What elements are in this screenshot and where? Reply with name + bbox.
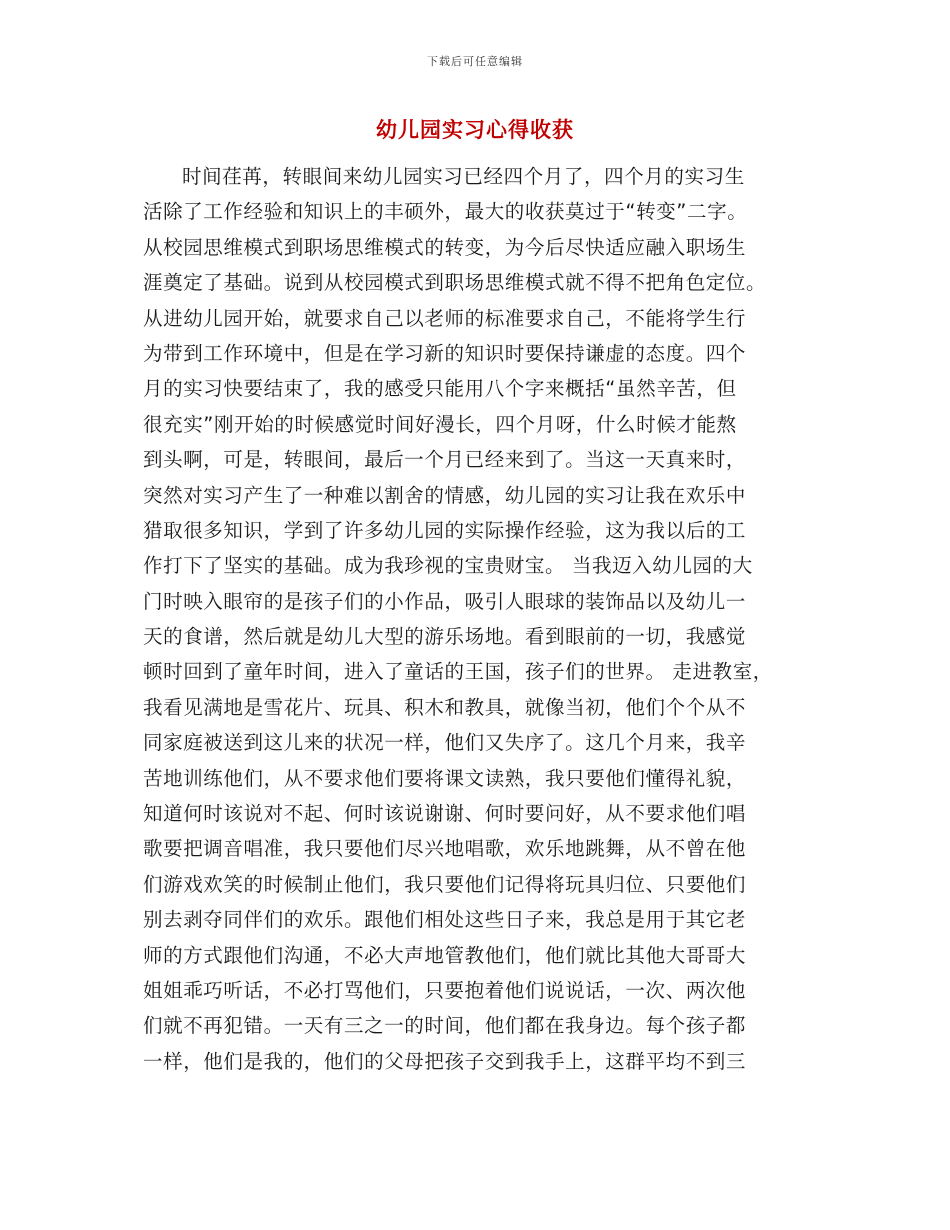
text-line: 突然对实习产生了一种难以割舍的情感，幼儿园的实习让我在欢乐中 xyxy=(143,483,747,507)
header-note: 下载后可任意编辑 xyxy=(427,55,523,68)
text-line: 一样，他们是我的，他们的父母把孩子交到我手上，这群平均不到三 xyxy=(143,1049,747,1073)
text-line: 师的方式跟他们沟通，不必大声地管教他们，他们就比其他大哥哥大 xyxy=(143,943,747,967)
text-line: 我看见满地是雪花片、玩具、积木和教具，就像当初，他们个个从不 xyxy=(143,695,747,719)
text-line: 为带到工作环境中，但是在学习新的知识时要保持谦虚的态度。四个 xyxy=(143,341,747,365)
text-line: 从进幼儿园开始，就要求自己以老师的标准要求自己，不能将学生行 xyxy=(143,306,747,330)
text-line: 苦地训练他们，从不要求他们要将课文读熟，我只要他们懂得礼貌， xyxy=(143,766,747,790)
text-line: 很充实”刚开始的时候感觉时间好漫长，四个月呀，什么时候才能熬 xyxy=(143,412,737,436)
text-line: 猎取很多知识，学到了许多幼儿园的实际操作经验，这为我以后的工 xyxy=(143,518,747,542)
text-line: 知道何时该说对不起、何时该说谢谢、何时要问好，从不要求他们唱 xyxy=(143,802,747,826)
text-line: 姐姐乖巧听话，不必打骂他们，只要抱着他们说说话，一次、两次他 xyxy=(143,978,747,1002)
text-line: 们就不再犯错。一天有三之一的时间，他们都在我身边。每个孩子都 xyxy=(143,1014,747,1038)
text-line: 涯奠定了基础。说到从校园模式到职场思维模式就不得不把角色定位。 xyxy=(143,271,767,295)
text-line: 顿时回到了童年时间，进入了童话的王国，孩子们的世界。 走进教室， xyxy=(143,660,773,684)
text-line: 到头啊，可是，转眼间，最后一个月已经来到了。当这一天真来时， xyxy=(143,448,747,472)
text-line: 月的实习快要结束了，我的感受只能用八个字来概括“虽然辛苦，但 xyxy=(143,377,737,401)
text-line: 别去剥夺同伴们的欢乐。跟他们相处这些日子来，我总是用于其它老 xyxy=(143,908,747,932)
text-line: 们游戏欢笑的时候制止他们，我只要他们记得将玩具归位、只要他们 xyxy=(143,872,747,896)
text-line: 同家庭被送到这儿来的状况一样，他们又失序了。这几个月来，我辛 xyxy=(143,731,747,755)
document-body xyxy=(143,159,833,1079)
text-line: 作打下了坚实的基础。成为我珍视的宝贵财宝。 当我迈入幼儿园的大 xyxy=(143,554,753,578)
text-line: 歌要把调音唱准，我只要他们尽兴地唱歌，欢乐地跳舞，从不曾在他 xyxy=(143,837,747,861)
text-line: 时间荏苒，转眼间来幼儿园实习已经四个月了，四个月的实习生 xyxy=(182,165,745,188)
text-line: 活除了工作经验和知识上的丰硕外，最大的收获莫过于“转变”二字。 xyxy=(143,200,748,224)
text-line: 从校园思维模式到职场思维模式的转变，为今后尽快适应融入职场生 xyxy=(143,235,747,259)
document-title: 幼儿园实习心得收获 xyxy=(376,118,574,142)
text-line: 天的食谱，然后就是幼儿大型的游乐场地。看到眼前的一切，我感觉 xyxy=(143,625,747,649)
text-line: 门时映入眼帘的是孩子们的小作品，吸引人眼球的装饰品以及幼儿一 xyxy=(143,589,747,613)
